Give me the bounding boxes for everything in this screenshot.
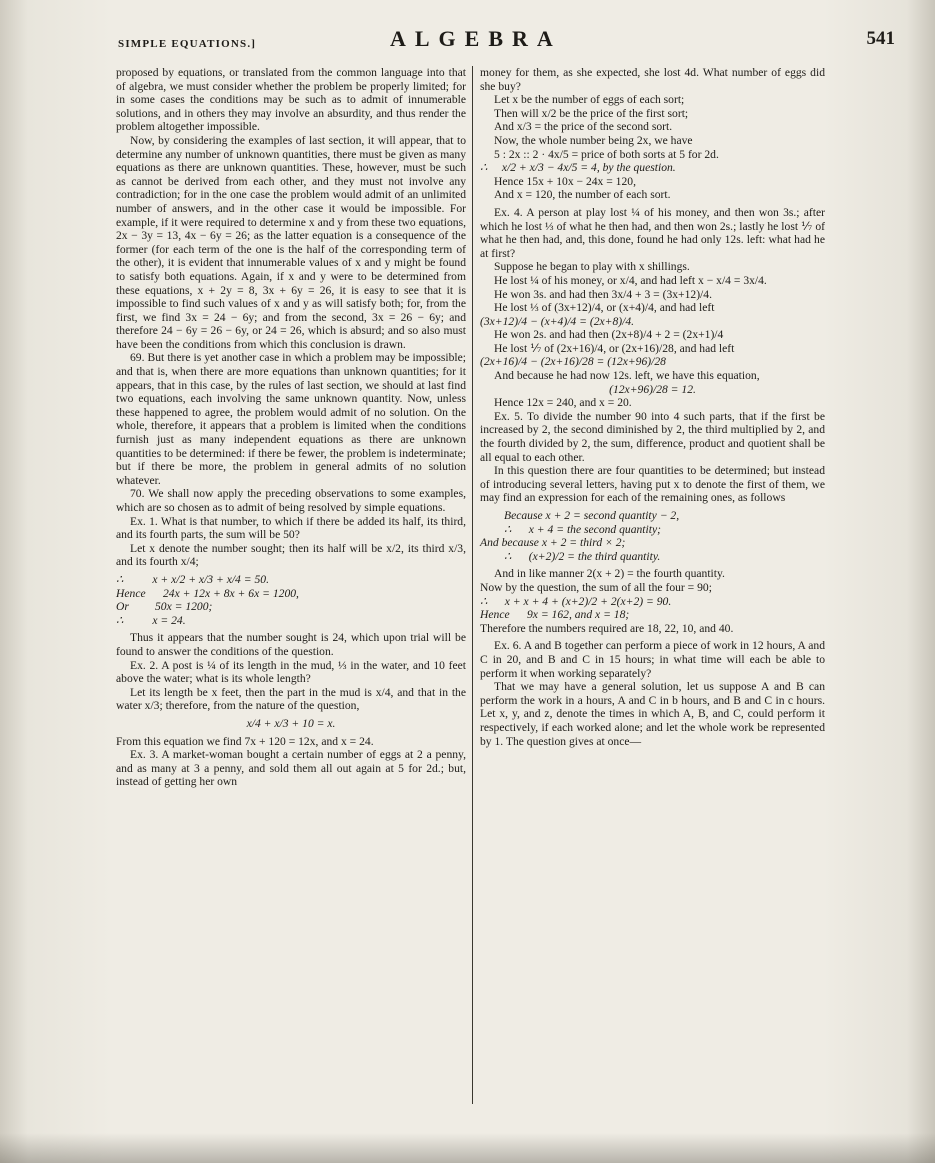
paragraph: Thus it appears that the number sought is 24, which upon trial will be found to answer the conditions of the question. xyxy=(116,631,466,658)
equation: (3x+12)/4 − (x+4)/4 = (2x+8)/4. xyxy=(480,314,635,328)
paragraph: Ex. 5. To divide the number 90 into 4 such parts, that if the first be increased by 2, the second diminished by 2, the third multiplied by 2, and the fourth divided by 2, the sum, difference, product and quotient shall be all equal to each other. xyxy=(480,409,825,464)
paragraph: Ex. 4. A person at play lost ¼ of his money, and then won 3s.; after which he lost ⅓ of what he then had, and then won 2s.; lastly he lost ⅐ of what he then had, and, this done, found he had only 12s. left: what had he at first? xyxy=(480,205,825,260)
paragraph: money for them, as she expected, she lost 4d. What number of eggs did she buy? xyxy=(480,66,825,93)
equation: ∴ x = 24. xyxy=(116,613,186,627)
equation: (12x+96)/28 = 12. xyxy=(609,382,696,396)
left-column xyxy=(116,66,466,789)
equation: Hence 24x + 12x + 8x + 6x = 1200, xyxy=(116,586,299,600)
paragraph: Now, the whole number being 2x, we have xyxy=(494,133,693,147)
page-header xyxy=(118,24,905,54)
paragraph: He won 3s. and had then 3x/4 + 3 = (3x+12)/4. xyxy=(494,287,712,301)
equation: x/4 + x/3 + 10 = x. xyxy=(246,716,336,730)
equation: ∴ x + x + 4 + (x+2)/2 + 2(x+2) = 90. xyxy=(480,594,672,608)
paragraph: And x = 120, the number of each sort. xyxy=(494,188,671,202)
paragraph: Hence 12x = 240, and x = 20. xyxy=(494,396,632,410)
paragraph: And because he had now 12s. left, we have this equation, xyxy=(494,369,760,383)
paragraph: Let x be the number of eggs of each sort; xyxy=(494,93,685,107)
equation: And because x + 2 = third × 2; xyxy=(480,536,626,550)
paragraph: In this question there are four quantities to be determined; but instead of introducing several letters, having put x to denote the first of them, we may find an expression for each of the remaining ones, as follows xyxy=(480,464,825,505)
paragraph: Ex. 1. What is that number, to which if there be added its half, its third, and its fourth parts, the sum will be 50? xyxy=(116,514,466,542)
paragraph: He won 2s. and had then (2x+8)/4 + 2 = (2x+1)/4 xyxy=(494,328,724,342)
equation: Hence 9x = 162, and x = 18; xyxy=(480,608,630,622)
equation: Or 50x = 1200; xyxy=(116,600,213,614)
page-title: ALGEBRA xyxy=(390,26,562,51)
page-number: 541 xyxy=(866,28,895,49)
equation: (2x+16)/4 − (2x+16)/28 = (12x+96)/28 xyxy=(480,355,666,369)
paragraph: proposed by equations, or translated from the common language into that of algebra, we must consider whether the problem be properly limited; for in some cases the conditions may be such as to admit of innumerable solutions, and in others they may involve an absurdity, and thus render the problem altogether impossible. xyxy=(116,66,466,134)
paragraph: Hence 15x + 10x − 24x = 120, xyxy=(494,174,636,188)
paragraph: From this equation we find 7x + 120 = 12x, and x = 24. xyxy=(116,734,374,748)
equation: ∴ x/2 + x/3 − 4x/5 = 4, by the question. xyxy=(480,161,676,175)
column-divider xyxy=(472,66,473,1104)
equation: Because x + 2 = second quantity − 2, xyxy=(504,509,680,522)
right-column xyxy=(480,66,825,748)
paragraph: Now, by considering the examples of last section, it will appear, that to determine any number of unknown quantities, there must be given as many equations as there are unknown quantities. These, however, must be such as cannot be derived from each other, and they must not involve any contradiction; for in the one case the problem would admit of an unlimited number of answers, and in the other case it would be impossible. For example, if it were required to determine x and y from these two equations, 2x − 3y = 13, 4x − 6y = 26; as the latter equation is a consequence of the former (for each term of the one is the half of the corresponding term of the other), it is evident that innumerable values of x and y might be found to satisfy both equations. Again, if x and y were to be determined from these equations, x + 2y = 8, 3x + 6y = 26, it is easy to see that it is impossible to find such values of x and y as will satisfy both; for, from the first, we find 3x = 24 − 6y; and from the second, 3x = 26 − 6y; and therefore 24 − 6y = 26 − 6y, or 24 = 26, which is absurd; and so also must have been the conditions from which this conclusion is drawn. xyxy=(116,133,466,351)
paragraph: Now by the question, the sum of all the four = 90; xyxy=(480,580,712,594)
paragraph: Ex. 2. A post is ¼ of its length in the mud, ⅓ in the water, and 10 feet above the water; what is its whole length? xyxy=(116,658,466,686)
paragraph: Therefore the numbers required are 18, 22, 10, and 40. xyxy=(480,621,734,635)
paragraph: He lost ⅓ of (3x+12)/4, or (x+4)/4, and had left xyxy=(494,301,715,315)
paragraph: That we may have a general solution, let us suppose A and B can perform the work in a hours, A and C in b hours, and B and C in c hours. Let x, y, and z, denote the times in which A, B, and C, could perform it respectively, if each worked alone; and let the whole work be represented by 1. The question gives at once— xyxy=(480,680,825,748)
paragraph: Let x denote the number sought; then its half will be x/2, its third x/3, and its fourth x/4; xyxy=(116,541,466,569)
paragraph: Ex. 6. A and B together can perform a piece of work in 12 hours, A and C in 20, and B and C in 15 hours; in what time will each be able to perform it when working separately? xyxy=(480,639,825,680)
equation: 5 : 2x :: 2 · 4x/5 = price of both sorts at 5 for 2d. xyxy=(494,147,719,161)
paragraph: He lost ¼ of his money, or x/4, and had left x − x/4 = 3x/4. xyxy=(494,273,767,287)
paragraph: Ex. 3. A market-woman bought a certain number of eggs at 2 a penny, and as many at 3 a penny, and sold them all out again at 5 for 2d.; but, instead of getting her own xyxy=(116,748,466,789)
running-head: SIMPLE EQUATIONS.] xyxy=(118,38,257,50)
paragraph: 69. But there is yet another case in which a problem may be impossible; and that is, when there are more equations than unknown quantities; for it appears, that in this case, by the rules of last section, we should at last find two equations, each involving the same unknown quantity. Now, unless these happened to agree, the problem would admit of no solution. On the whole, therefore, it appears that a problem is limited when the conditions furnish just as many independent equations as there are unknown quantities to be determined: if there be fewer, the problem is indeterminate; but if there be more, the problem in general admits of no solution whatever. xyxy=(116,351,466,487)
equation: ∴ x + x/2 + x/3 + x/4 = 50. xyxy=(116,572,269,586)
paragraph: And x/3 = the price of the second sort. xyxy=(494,120,673,134)
paragraph: Let its length be x feet, then the part in the mud is x/4, and that in the water x/3; therefore, from the nature of the question, xyxy=(116,685,466,713)
equation: ∴ x + 4 = the second quantity; xyxy=(504,522,661,536)
paragraph: 70. We shall now apply the preceding observations to some examples, which are so chosen as to admit of being resolved by simple equations. xyxy=(116,487,466,514)
paragraph: Suppose he began to play with x shillings. xyxy=(494,260,690,274)
paragraph: And in like manner 2(x + 2) = the fourth quantity. xyxy=(494,567,725,581)
equation: ∴ (x+2)/2 = the third quantity. xyxy=(504,549,661,563)
paragraph: He lost ⅐ of (2x+16)/4, or (2x+16)/28, and had left xyxy=(494,341,735,355)
paragraph: Then will x/2 be the price of the first sort; xyxy=(494,106,689,120)
